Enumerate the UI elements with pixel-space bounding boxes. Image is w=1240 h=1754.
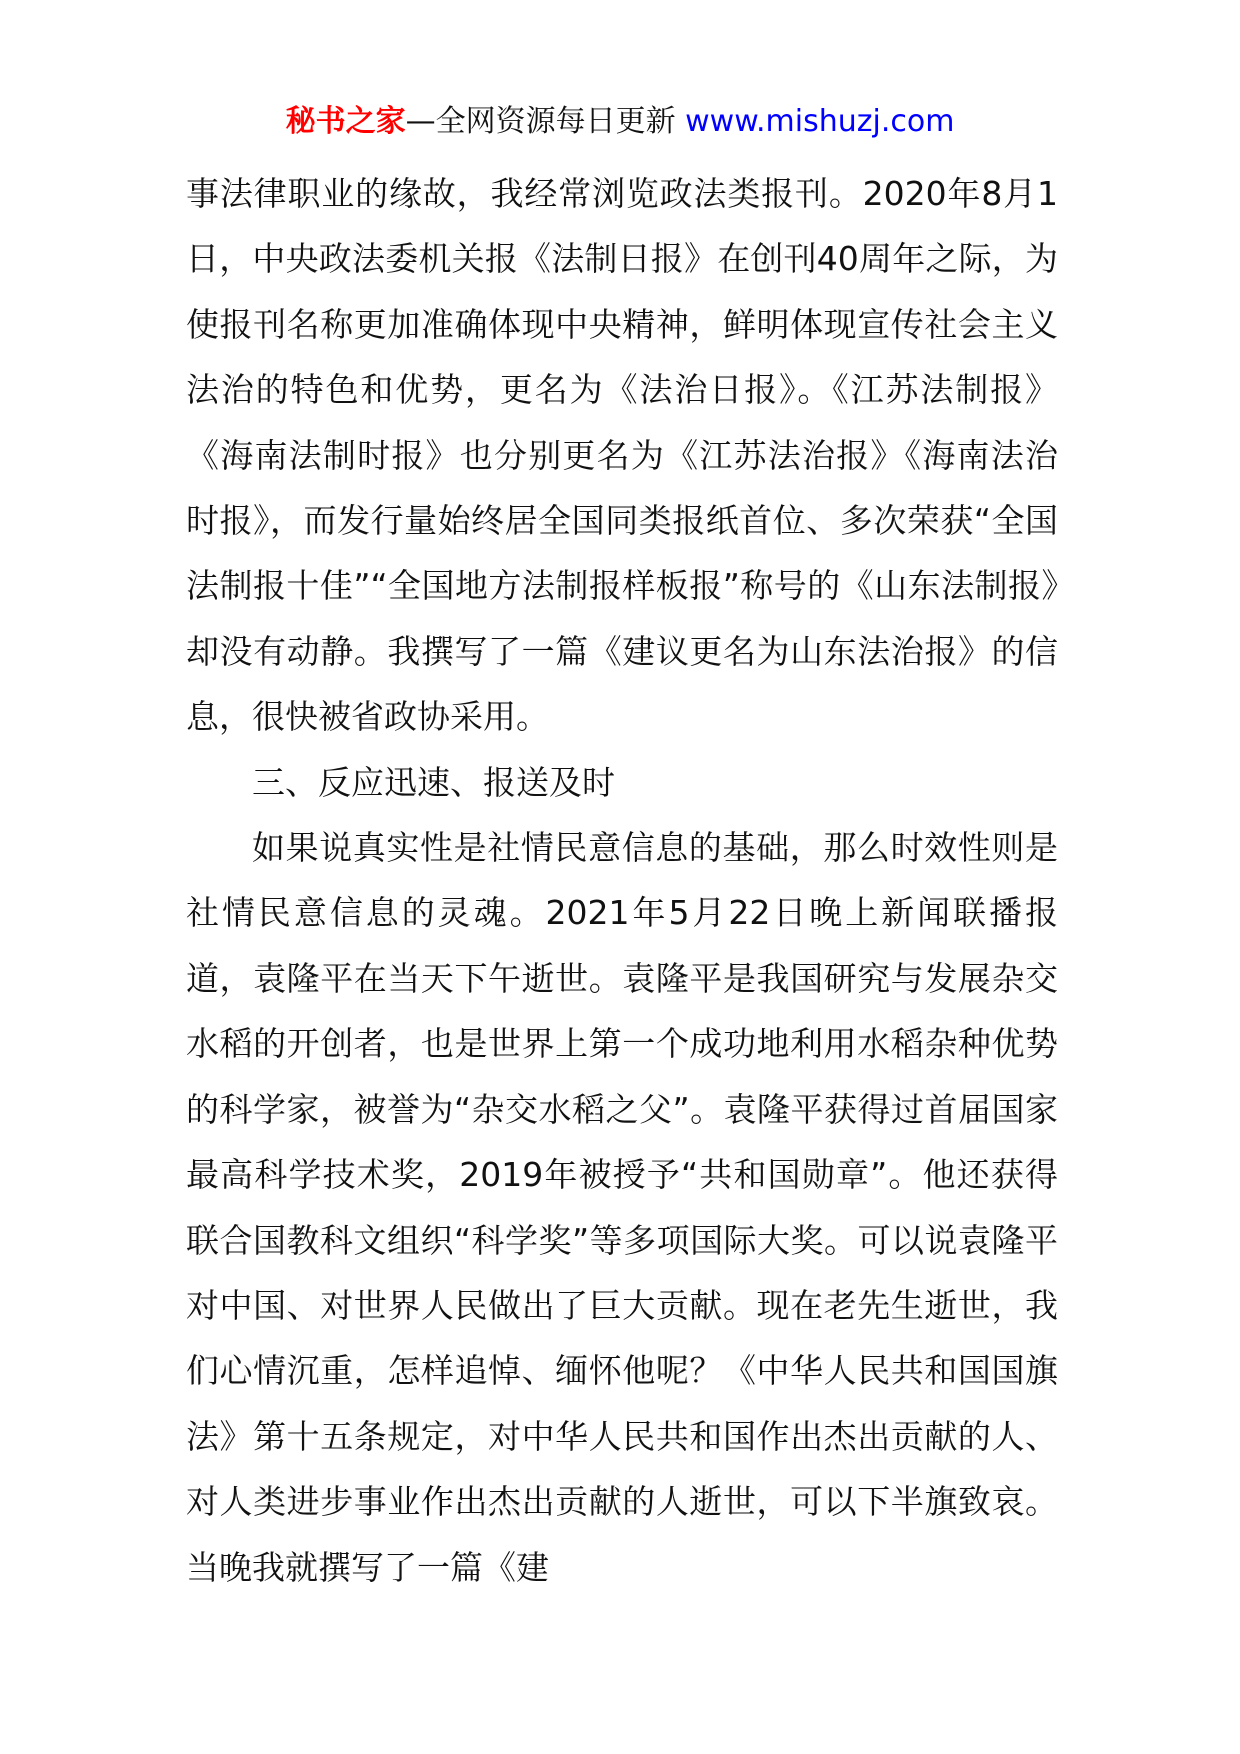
- document-body: [186, 161, 1058, 1600]
- paragraph-continuation: 事法律职业的缘故，我经常浏览政法类报刊。2020年8月1日，中央政法委机关报《法制日报》在创刊40周年之际，为使报刊名称更加准确体现中央精神，鲜明体现宣传社会主义法治的特色和优势，更名为《法治日报》。《江苏法制报》《海南法制时报》也分别更名为《江苏法治报》《海南法治时报》，而发行量始终居全国同类报纸首位、多次荣获“全国法制报十佳”“全国地方法制报样板报”称号的《山东法制报》却没有动静。我撰写了一篇《建议更名为山东法治报》的信息，很快被省政协采用。: [186, 174, 1058, 737]
- section-heading: 三、反应迅速、报送及时: [252, 762, 615, 802]
- header-tagline: —全网资源每日更新: [405, 104, 676, 139]
- header-brand: 秘书之家: [285, 104, 406, 139]
- header-url-link[interactable]: www.mishuzj.com: [685, 104, 955, 139]
- paragraph: 如果说真实性是社情民意信息的基础，那么时效性则是社情民意信息的灵魂。2021年5月22日晚上新闻联播报道，袁隆平在当天下午逝世。袁隆平是我国研究与发展杂交水稻的开创者，也是世界上第一个成功地利用水稻杂种优势的科学家，被誉为“杂交水稻之父”。袁隆平获得过首届国家最高科学技术奖，2019年被授予“共和国勋章”。他还获得联合国教科文组织“科学奖”等多项国际大奖。可以说袁隆平对中国、对世界人民做出了巨大贡献。现在老先生逝世，我们心情沉重，怎样追悼、缅怀他呢？《中华人民共和国国旗法》第十五条规定，对中华人民共和国作出杰出贡献的人、对人类进步事业作出杰出贡献的人逝世，可以下半旗致哀。当晚我就撰写了一篇《建: [186, 828, 1058, 1587]
- page-header: [0, 100, 1240, 144]
